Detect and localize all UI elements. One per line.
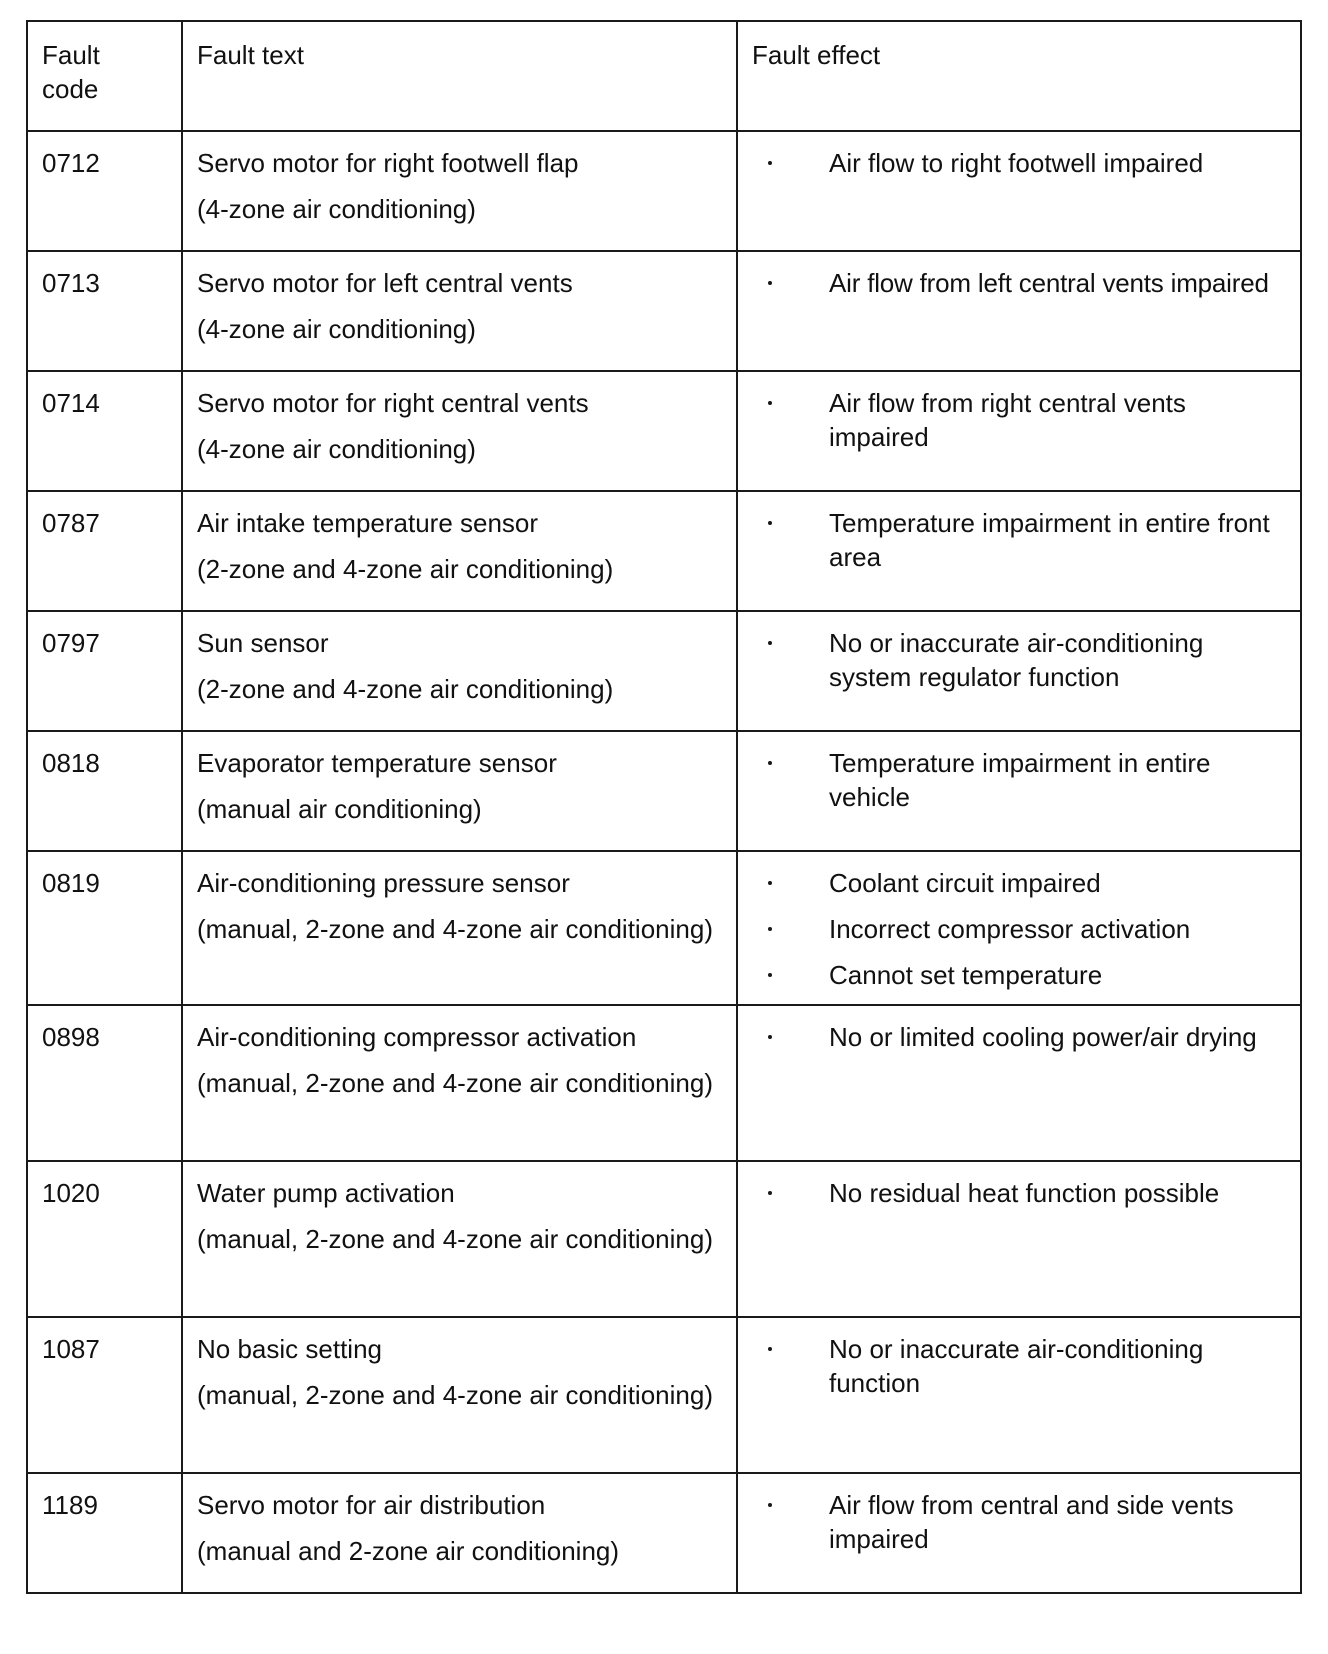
effect-text: Temperature impairment in entire vehicle	[829, 748, 1211, 812]
effect-item	[752, 866, 1286, 900]
effect-text: No or inaccurate air-conditioning system regulator function	[829, 628, 1204, 692]
fault-text-cell	[182, 1005, 737, 1161]
fault-effect-cell	[737, 1317, 1301, 1473]
fault-description: Water pump activation	[197, 1178, 455, 1208]
effect-list	[752, 866, 1286, 992]
fault-code-cell: 0787	[27, 491, 182, 611]
effect-item	[752, 146, 1286, 180]
table-row	[27, 251, 1301, 371]
effect-text: Temperature impairment in entire front area	[829, 508, 1270, 572]
fault-scope: (manual air conditioning)	[197, 794, 482, 824]
effect-item	[752, 1020, 1286, 1054]
bullet-icon	[768, 881, 772, 885]
bullet-icon	[768, 973, 772, 977]
effect-text: Coolant circuit impaired	[829, 868, 1101, 898]
fault-text-cell	[182, 491, 737, 611]
fault-code-table	[26, 20, 1302, 1594]
effect-item	[752, 1332, 1286, 1400]
fault-code-cell: 1189	[27, 1473, 182, 1593]
bullet-icon	[768, 161, 772, 165]
fault-text-cell	[182, 371, 737, 491]
fault-description: Servo motor for right footwell flap	[197, 148, 579, 178]
effect-list	[752, 386, 1286, 454]
fault-code-cell: 1020	[27, 1161, 182, 1317]
effect-list	[752, 1488, 1286, 1556]
fault-scope: (4-zone air conditioning)	[197, 194, 476, 224]
effect-list	[752, 1332, 1286, 1400]
fault-description: Air-conditioning pressure sensor	[197, 868, 570, 898]
fault-code-cell: 0819	[27, 851, 182, 1005]
effect-list	[752, 746, 1286, 814]
fault-code-cell: 0797	[27, 611, 182, 731]
effect-text: Air flow from left central vents impaired	[829, 268, 1269, 298]
effect-list	[752, 266, 1286, 300]
effect-text: Incorrect compressor activation	[829, 914, 1191, 944]
bullet-icon	[768, 641, 772, 645]
fault-text-cell	[182, 1473, 737, 1593]
fault-description: Air intake temperature sensor	[197, 508, 539, 538]
fault-text-cell	[182, 131, 737, 251]
fault-code-cell: 0714	[27, 371, 182, 491]
effect-item	[752, 1488, 1286, 1556]
table-row	[27, 611, 1301, 731]
fault-description: Servo motor for air distribution	[197, 1490, 546, 1520]
table-row	[27, 1473, 1301, 1593]
fault-code-cell: 0818	[27, 731, 182, 851]
effect-item	[752, 266, 1286, 300]
fault-text-cell	[182, 1161, 737, 1317]
fault-effect-cell	[737, 1005, 1301, 1161]
fault-text-cell	[182, 731, 737, 851]
fault-effect-cell	[737, 251, 1301, 371]
effect-text: Air flow from central and side vents impaired	[829, 1490, 1234, 1554]
fault-description: Sun sensor	[197, 628, 329, 658]
effect-item	[752, 958, 1286, 992]
effect-text: No or limited cooling power/air drying	[829, 1022, 1257, 1052]
fault-text-cell	[182, 851, 737, 1005]
effect-text: Cannot set temperature	[829, 960, 1103, 990]
bullet-icon	[768, 1035, 772, 1039]
table-header	[27, 21, 1301, 131]
bullet-icon	[768, 401, 772, 405]
fault-effect-cell	[737, 1473, 1301, 1593]
effect-item	[752, 1176, 1286, 1210]
table-row	[27, 1317, 1301, 1473]
table-row	[27, 731, 1301, 851]
effect-text: Air flow to right footwell impaired	[829, 148, 1204, 178]
fault-description: Servo motor for right central vents	[197, 388, 589, 418]
fault-scope: (4-zone air conditioning)	[197, 314, 476, 344]
fault-description: Air-conditioning compressor activation	[197, 1022, 637, 1052]
fault-scope: (manual and 2-zone air conditioning)	[197, 1536, 620, 1566]
fault-description: Servo motor for left central vents	[197, 268, 573, 298]
effect-item	[752, 746, 1286, 814]
bullet-icon	[768, 281, 772, 285]
table-row	[27, 851, 1301, 1005]
bullet-icon	[768, 521, 772, 525]
fault-code-cell: 0898	[27, 1005, 182, 1161]
effect-item	[752, 626, 1286, 694]
bullet-icon	[768, 761, 772, 765]
effect-item	[752, 506, 1286, 574]
fault-scope: (2-zone and 4-zone air conditioning)	[197, 674, 614, 704]
fault-text-cell	[182, 611, 737, 731]
fault-effect-cell	[737, 131, 1301, 251]
fault-text-cell	[182, 1317, 737, 1473]
effect-item	[752, 912, 1286, 946]
effect-item	[752, 386, 1286, 454]
fault-scope: (2-zone and 4-zone air conditioning)	[197, 554, 614, 584]
table-row	[27, 1161, 1301, 1317]
fault-scope: (manual, 2-zone and 4-zone air conditioning)	[197, 1380, 713, 1410]
fault-effect-cell	[737, 851, 1301, 1005]
fault-scope: (manual, 2-zone and 4-zone air conditioning)	[197, 1068, 713, 1098]
fault-description: No basic setting	[197, 1334, 382, 1364]
effect-list	[752, 506, 1286, 574]
fault-code-cell: 0713	[27, 251, 182, 371]
bullet-icon	[768, 1347, 772, 1351]
effect-text: Air flow from right central vents impaired	[829, 388, 1186, 452]
effect-list	[752, 626, 1286, 694]
fault-code-cell: 0712	[27, 131, 182, 251]
header-fault-effect: Fault effect	[737, 21, 1301, 131]
table-row	[27, 371, 1301, 491]
table-body	[27, 131, 1301, 1593]
fault-effect-cell	[737, 491, 1301, 611]
effect-list	[752, 1176, 1286, 1210]
effect-text: No residual heat function possible	[829, 1178, 1220, 1208]
bullet-icon	[768, 927, 772, 931]
header-fault-text: Fault text	[182, 21, 737, 131]
fault-scope: (manual, 2-zone and 4-zone air conditioning)	[197, 1224, 713, 1254]
fault-effect-cell	[737, 611, 1301, 731]
fault-text-cell	[182, 251, 737, 371]
header-row	[27, 21, 1301, 131]
bullet-icon	[768, 1503, 772, 1507]
fault-effect-cell	[737, 731, 1301, 851]
effect-list	[752, 146, 1286, 180]
bullet-icon	[768, 1191, 772, 1195]
table-row	[27, 131, 1301, 251]
fault-scope: (manual, 2-zone and 4-zone air conditioning)	[197, 914, 713, 944]
fault-code-cell: 1087	[27, 1317, 182, 1473]
effect-list	[752, 1020, 1286, 1054]
header-fault-code: Fault code	[27, 21, 182, 131]
fault-scope: (4-zone air conditioning)	[197, 434, 476, 464]
effect-text: No or inaccurate air-conditioning function	[829, 1334, 1204, 1398]
fault-effect-cell	[737, 371, 1301, 491]
table-row	[27, 491, 1301, 611]
fault-effect-cell	[737, 1161, 1301, 1317]
fault-description: Evaporator temperature sensor	[197, 748, 557, 778]
table-row	[27, 1005, 1301, 1161]
